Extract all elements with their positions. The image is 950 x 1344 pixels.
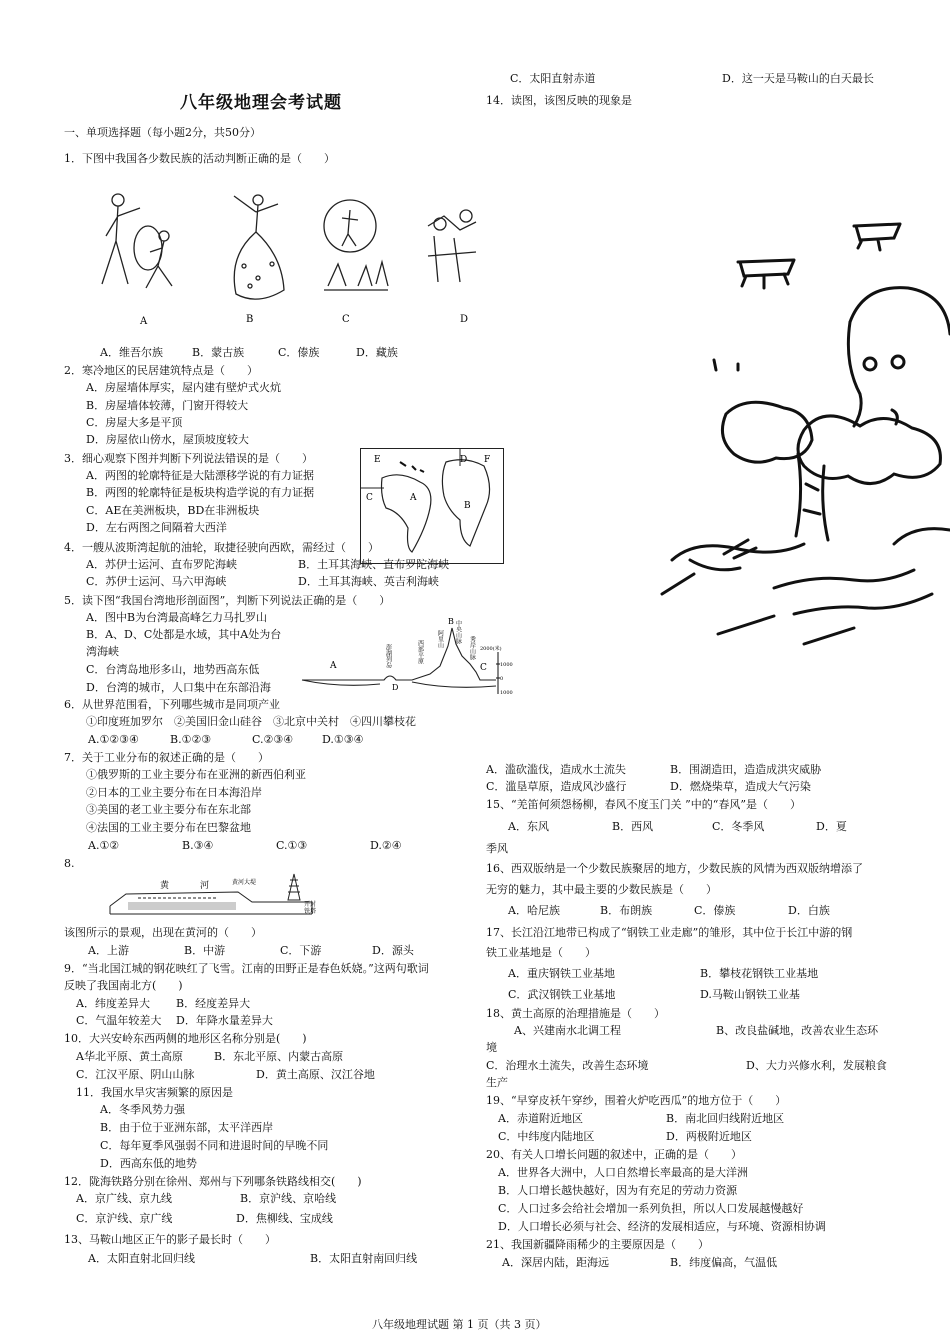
q6-option-a[interactable]: A.①②③④	[88, 733, 139, 746]
q21-option-b[interactable]: B．纬度偏高，气温低	[670, 1256, 778, 1269]
q5-option-c[interactable]: C．台湾岛地形多山，地势西高东低	[86, 663, 260, 676]
q17-option-c[interactable]: C．武汉钢铁工业基地	[508, 988, 616, 1001]
q13-option-b[interactable]: B．太阳直射南回归线	[310, 1252, 418, 1265]
q9-option-c[interactable]: C．气温年较差大	[76, 1014, 162, 1027]
question-12-stem: 12．陇海铁路分别在徐州、郑州与下列哪条铁路线相交( )	[64, 1175, 362, 1188]
q6-option-d[interactable]: D.①③④	[322, 733, 364, 746]
q8-option-c[interactable]: C．下游	[280, 944, 322, 957]
question-1-stem: 1．下图中我国各少数民族的活动判断正确的是（ ）	[64, 152, 335, 165]
q18-option-a[interactable]: A、兴建南水北调工程	[514, 1024, 621, 1037]
q5-fig-alishan: 阿里山	[436, 630, 444, 648]
q20-option-b[interactable]: B．人口增长越快越好，因为有充足的劳动力资源	[498, 1184, 738, 1197]
q8-fig-dam: 黄河大堤	[232, 879, 257, 886]
q14-option-d[interactable]: D．燃烧柴草，造成大气污染	[670, 780, 811, 793]
question-17-stem-cont: 铁工业基地是（ ）	[486, 946, 596, 959]
q9-option-b[interactable]: B．经度差异大	[176, 997, 251, 1010]
q10-option-a[interactable]: A华北平原、黄土高原	[76, 1050, 183, 1063]
q14-option-a[interactable]: A．滥砍滥伐，造成水土流失	[486, 763, 626, 776]
q8-fig-tower: 铁塔	[304, 908, 316, 915]
question-15-stem: 15、“羌笛何须怨杨柳，春风不度玉门关 ”中的“春风”是（ ）	[486, 798, 801, 811]
q18-option-b[interactable]: B、改良盐碱地，改善农业生态环	[716, 1024, 879, 1037]
q11-option-b[interactable]: B．由于位于亚洲东部，太平洋西岸	[100, 1121, 274, 1134]
question-19-stem: 19、“早穿皮袄午穿纱，围着火炉吃西瓜”的地方位于（ ）	[486, 1094, 787, 1107]
q5-fig-label-a: A	[330, 661, 337, 671]
q15-option-b[interactable]: B．西风	[612, 820, 654, 833]
q12-option-c[interactable]: C．京沪线、京广线	[76, 1212, 173, 1225]
q14-cartoon-figure	[654, 214, 950, 660]
q8-option-d[interactable]: D．源头	[372, 944, 414, 957]
q5-option-a[interactable]: A．图中B为台湾最高峰乞力马扎罗山	[86, 611, 268, 624]
question-13-stem: 13、马鞍山地区正午的影子最长时（ ）	[64, 1233, 276, 1246]
q18-option-b-cont: 境	[486, 1041, 497, 1054]
q5-option-b-cont: 湾海峡	[86, 645, 119, 658]
q7-item-4: ④法国的工业主要分布在巴黎盆地	[86, 821, 251, 834]
q5-fig-label-b: B	[448, 617, 454, 626]
q18-option-c[interactable]: C．治理水土流失，改善生态环境	[486, 1059, 649, 1072]
q8-option-a[interactable]: A．上游	[88, 944, 129, 957]
q13-option-d[interactable]: D．这一天是马鞍山的白天最长	[722, 72, 874, 85]
q3-option-c[interactable]: C．AE在美洲板块，BD在非洲板块	[86, 504, 260, 517]
section-heading: 一、单项选择题（每小题2分，共50分）	[64, 126, 261, 139]
question-8-number: 8.	[64, 857, 75, 870]
q15-option-d[interactable]: D．夏	[816, 820, 847, 833]
q12-option-a[interactable]: A．京广线、京九线	[76, 1192, 172, 1205]
question-6-stem: 6．从世界范围看，下列哪些城市是同项产业	[64, 698, 280, 711]
q11-option-a[interactable]: A．冬季风势力强	[100, 1103, 185, 1116]
page-footer: 八年级地理试题 第 1 页（共 3 页）	[372, 1318, 547, 1331]
q11-option-d[interactable]: D．西高东低的地势	[100, 1157, 197, 1170]
q10-option-d[interactable]: D．黄土高原、汉江谷地	[256, 1068, 375, 1081]
question-17-stem: 17、长江沿江地带已构成了“钢铁工业走廊”的雏形，其中位于长江中游的钢	[486, 926, 853, 939]
q5-option-d[interactable]: D．台湾的城市，人口集中在东部沿海	[86, 681, 271, 694]
q4-option-c[interactable]: C．苏伊士运河、马六甲海峡	[86, 575, 227, 588]
q6-items: ①印度班加罗尔 ②美国旧金山硅谷 ③北京中关村 ④四川攀枝花	[86, 715, 416, 728]
q15-option-d-cont: 季风	[486, 842, 508, 855]
q3-map-label-d: D	[460, 455, 468, 465]
q16-option-c[interactable]: C．傣族	[694, 904, 736, 917]
q13-option-c[interactable]: C．太阳直射赤道	[510, 72, 596, 85]
q3-map-label-c: C	[366, 493, 373, 503]
q7-option-a[interactable]: A.①②	[88, 839, 120, 852]
q8-fig-he: 河	[200, 881, 210, 891]
page-title: 八年级地理会考试题	[180, 93, 342, 113]
question-14-stem: 14．读图，该图反映的现象是	[486, 94, 632, 107]
q15-option-a[interactable]: A．东风	[508, 820, 549, 833]
q5-taiwan-profile-figure	[300, 616, 514, 698]
question-5-stem: 5．读下图“我国台湾地形剖面图”，判断下列说法正确的是（ ）	[64, 594, 391, 607]
q5-fig-west-plain: 西部平原	[416, 640, 424, 664]
q19-option-b[interactable]: B．南北回归线附近地区	[666, 1112, 785, 1125]
q1-option-c[interactable]: C．傣族	[278, 346, 320, 359]
q17-option-b[interactable]: B．攀枝花钢铁工业基地	[700, 967, 819, 980]
q2-option-a[interactable]: A．房屋墙体厚实，屋内建有壁炉式火炕	[86, 381, 281, 394]
q7-item-1: ①俄罗斯的工业主要分布在亚洲的新西伯利亚	[86, 768, 306, 781]
question-3-stem: 3．细心观察下图并判断下列说法错误的是（ ）	[64, 452, 313, 465]
question-9-stem-cont: 反映了我国南北方( )	[64, 979, 183, 992]
question-21-stem: 21、我国新疆降雨稀少的主要原因是（ ）	[486, 1238, 709, 1251]
q5-option-b[interactable]: B．A、D、C处都是水域，其中A处为台	[86, 628, 282, 641]
q19-option-a[interactable]: A．赤道附近地区	[498, 1112, 583, 1125]
question-9-stem: 9．“当北国江城的钢花映红了飞雪。江南的田野正是春色妖娆。”这两句歌词	[64, 962, 429, 975]
question-11-stem: 11．我国水旱灾害频繁的原因是	[76, 1086, 233, 1099]
q5-fig-east-range: 秀岸山脉	[468, 636, 476, 660]
q8-fig-kaifeng: 开封	[304, 901, 316, 908]
q21-option-a[interactable]: A．深居内陆，距海远	[502, 1256, 609, 1269]
question-4-stem: 4．一艘从波斯湾起航的油轮，取捷径驶向西欧，需经过（ ）	[64, 541, 379, 554]
q3-map-label-e: E	[374, 455, 381, 465]
q4-option-b[interactable]: B．土耳其海峡、直布罗陀海峡	[298, 558, 450, 571]
q1-option-b[interactable]: B．蒙古族	[192, 346, 245, 359]
q7-item-3: ③美国的老工业主要分布在东北部	[86, 803, 251, 816]
q3-continent-map	[360, 448, 504, 564]
q5-fig-scale-minus: 1000	[500, 690, 513, 696]
q19-option-d[interactable]: D．两极附近地区	[666, 1130, 752, 1143]
q3-map-label-a: A	[410, 493, 417, 503]
q1-option-d[interactable]: D．藏族	[356, 346, 398, 359]
q18-option-d-cont: 生产	[486, 1076, 508, 1089]
q10-option-b[interactable]: B．东北平原、内蒙古高原	[214, 1050, 344, 1063]
q3-option-b[interactable]: B．两图的轮廓特征是板块构造学说的有力证据	[86, 486, 315, 499]
q5-fig-central-range: 中央山脉	[454, 620, 462, 644]
q17-option-d[interactable]: D.马鞍山钢铁工业基	[700, 988, 800, 1001]
q20-option-a[interactable]: A．世界各大洲中，人口自然增长率最高的是大洋洲	[498, 1166, 748, 1179]
q3-map-label-f: F	[484, 455, 491, 465]
q2-option-c[interactable]: C．房屋大多是平顶	[86, 416, 183, 429]
question-18-stem: 18、黄土高原的治理措施是（ ）	[486, 1007, 665, 1020]
q1-ethnic-activities-figure	[88, 186, 478, 326]
q9-option-a[interactable]: A．纬度差异大	[76, 997, 150, 1010]
q12-option-d[interactable]: D．焦柳线、宝成线	[236, 1212, 333, 1225]
q20-option-d[interactable]: D．人口增长必须与社会、经济的发展相适应，与环境、资源相协调	[498, 1220, 826, 1233]
q18-option-d[interactable]: D、大力兴修水利，发展粮食	[746, 1059, 887, 1072]
q1-label-a: A	[140, 316, 148, 326]
q7-option-c[interactable]: C.①③	[276, 839, 308, 852]
q3-map-label-b: B	[464, 501, 471, 511]
q17-option-a[interactable]: A．重庆钢铁工业基地	[508, 967, 615, 980]
question-16-stem-cont: 无穷的魅力，其中最主要的少数民族是（ ）	[486, 883, 717, 896]
q7-item-2: ②日本的工业主要分布在日本海沿岸	[86, 786, 262, 799]
q3-option-d[interactable]: D．左右两图之间隔着大西洋	[86, 521, 227, 534]
question-20-stem: 20、有关人口增长问题的叙述中，正确的是（ ）	[486, 1148, 742, 1161]
q2-option-d[interactable]: D．房屋依山傍水，屋顶坡度较大	[86, 433, 249, 446]
q8-fig-huang: 黄	[160, 881, 170, 891]
q15-option-c[interactable]: C．冬季风	[712, 820, 765, 833]
q20-option-c[interactable]: C．人口过多会给社会增加一系列负担，所以人口发展越慢越好	[498, 1202, 804, 1215]
q5-fig-scale-0: 0	[500, 676, 504, 682]
q14-option-b[interactable]: B．围湖造田，造造成洪灾威胁	[670, 763, 822, 776]
q7-option-d[interactable]: D.②④	[370, 839, 402, 852]
q19-option-c[interactable]: C．中纬度内陆地区	[498, 1130, 595, 1143]
q16-option-b[interactable]: B．布朗族	[600, 904, 653, 917]
q7-option-b[interactable]: B.③④	[182, 839, 214, 852]
q1-label-d: D	[460, 314, 469, 325]
q4-option-d[interactable]: D．土耳其海峡、英吉利海峡	[298, 575, 439, 588]
q3-option-a[interactable]: A．两图的轮廓特征是大陆漂移学说的有力证据	[86, 469, 314, 482]
q14-option-c[interactable]: C．滥垦草原，造成风沙盛行	[486, 780, 627, 793]
question-10-stem: 10．大兴安岭东西两侧的地形区名称分别是( )	[64, 1032, 307, 1045]
q5-fig-label-d: D	[392, 683, 399, 692]
question-2-stem: 2．寒冷地区的民居建筑特点是（ ）	[64, 364, 258, 377]
q1-option-a[interactable]: A．维吾尔族	[100, 346, 163, 359]
q8-yellow-river-figure	[108, 862, 316, 920]
q6-option-b[interactable]: B.①②③	[170, 733, 212, 746]
q12-option-b[interactable]: B．京沪线、京哈线	[240, 1192, 337, 1205]
q16-option-a[interactable]: A．哈尼族	[508, 904, 560, 917]
q2-option-b[interactable]: B．房屋墙体较薄，门窗开得较大	[86, 399, 249, 412]
q5-fig-penghu: 澎湖列岛	[384, 644, 392, 668]
question-16-stem: 16、西双版纳是一个少数民族聚居的地方，少数民族的风情为西双版纳增添了	[486, 862, 863, 875]
q5-fig-label-c: C	[480, 663, 487, 673]
q13-option-a[interactable]: A．太阳直射北回归线	[88, 1252, 195, 1265]
q6-option-c[interactable]: C.②③④	[252, 733, 294, 746]
q16-option-d[interactable]: D．白族	[788, 904, 830, 917]
q10-option-c[interactable]: C．江汉平原、阴山山脉	[76, 1068, 195, 1081]
question-7-stem: 7．关于工业分布的叙述正确的是（ ）	[64, 751, 269, 764]
q11-option-c[interactable]: C．每年夏季风强弱不同和进退时间的早晚不同	[100, 1139, 329, 1152]
q9-option-d[interactable]: D．年降水量差异大	[176, 1014, 273, 1027]
q8-option-b[interactable]: B．中游	[184, 944, 226, 957]
question-8-stem: 该图所示的景观，出现在黄河的（ ）	[64, 926, 262, 939]
q5-fig-scale-2000: 2000(米)	[480, 646, 502, 652]
q1-label-b: B	[246, 314, 254, 325]
q1-label-c: C	[342, 314, 350, 325]
q5-fig-scale-1000: 1000	[500, 662, 513, 668]
q4-option-a[interactable]: A．苏伊士运河、直布罗陀海峡	[86, 558, 237, 571]
